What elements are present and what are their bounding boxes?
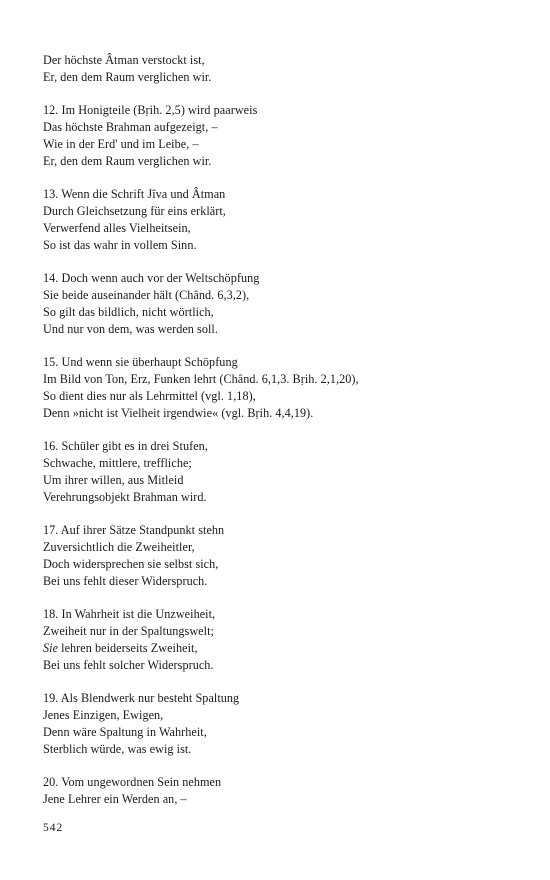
verse-line: 13. Wenn die Schrift Jîva und Âtman — [43, 187, 226, 202]
verse-line: Bei uns fehlt dieser Widerspruch. — [43, 573, 208, 588]
stanza-20 — [43, 774, 533, 808]
verse-line: Verwerfend alles Vielheitsein, — [43, 220, 191, 235]
stanza-16 — [43, 438, 533, 505]
verse-line: Denn »nicht ist Vielheit irgendwie« (vgl. Bṛih. 4,4,19). — [43, 405, 314, 420]
verse-line: Um ihrer willen, aus Mitleid — [43, 472, 184, 487]
stanza-12 — [43, 102, 533, 169]
verse-line: 14. Doch wenn auch vor der Weltschöpfung — [43, 271, 260, 286]
italic-word: Sie — [43, 640, 59, 655]
verse-line: 18. In Wahrheit ist die Unzweiheit, — [43, 607, 216, 622]
verse-line: Er, den dem Raum verglichen wir. — [43, 69, 212, 84]
verse-line: Und nur von dem, was werden soll. — [43, 321, 218, 336]
verse-line: Der höchste Âtman verstockt ist, — [43, 53, 205, 67]
verse-line: Jene Lehrer ein Werden an, – — [43, 792, 187, 807]
verse-line: 15. Und wenn sie überhaupt Schöpfung — [43, 355, 238, 370]
verse-line: Sie beide auseinander hält (Chând. 6,3,2), — [43, 288, 250, 303]
verse-line: So ist das wahr in vollem Sinn. — [43, 237, 197, 252]
verse-line: So gilt das bildlich, nicht wörtlich, — [43, 304, 214, 319]
stanza-15 — [43, 354, 533, 421]
verse-line: Wie in der Erd' und im Leibe, – — [43, 136, 199, 151]
verse-line: Schwache, mittlere, treffliche; — [43, 456, 192, 471]
verse-line: Sterblich würde, was ewig ist. — [43, 741, 192, 756]
stanza-14 — [43, 270, 533, 337]
verse-line-rest: lehren beiderseits Zweiheit, — [58, 640, 198, 655]
verse-line: Im Bild von Ton, Erz, Funken lehrt (Chând. 6,1,3. Bṛih. 2,1,20), — [43, 372, 359, 387]
stanza-13 — [43, 186, 533, 253]
verse-line: 20. Vom ungewordnen Sein nehmen — [43, 775, 222, 790]
verse-line: Zweiheit nur in der Spaltungswelt; — [43, 624, 214, 639]
verse-line-italic — [43, 640, 533, 657]
verse-line: Durch Gleichsetzung für eins erklärt, — [43, 204, 226, 219]
stanza-17 — [43, 522, 533, 589]
verse-line: Er, den dem Raum verglichen wir. — [43, 153, 212, 168]
verse-line: 19. Als Blendwerk nur besteht Spaltung — [43, 691, 240, 706]
stanza-18 — [43, 606, 533, 673]
verse-line: 16. Schüler gibt es in drei Stufen, — [43, 439, 208, 454]
verse-line: Verehrungsobjekt Brahman wird. — [43, 489, 207, 504]
verse-line: 12. Im Honigteile (Bṛih. 2,5) wird paarweis — [43, 103, 258, 118]
verse-line: So dient dies nur als Lehrmittel (vgl. 1,18), — [43, 388, 256, 403]
verse-line: Bei uns fehlt solcher Widerspruch. — [43, 657, 214, 672]
stanza-11-end — [43, 52, 533, 86]
verse-line: Das höchste Brahman aufgezeigt, – — [43, 120, 218, 135]
verse-line: 17. Auf ihrer Sätze Standpunkt stehn — [43, 523, 225, 538]
stanza-19 — [43, 690, 533, 757]
verse-line: Doch widersprechen sie selbst sich, — [43, 556, 219, 571]
verse-line: Zuversichtlich die Zweiheitler, — [43, 540, 195, 555]
page-number: 542 — [43, 822, 64, 834]
verse-text — [43, 52, 533, 825]
verse-line: Jenes Einzigen, Ewigen, — [43, 708, 164, 723]
verse-line: Denn wäre Spaltung in Wahrheit, — [43, 724, 207, 739]
